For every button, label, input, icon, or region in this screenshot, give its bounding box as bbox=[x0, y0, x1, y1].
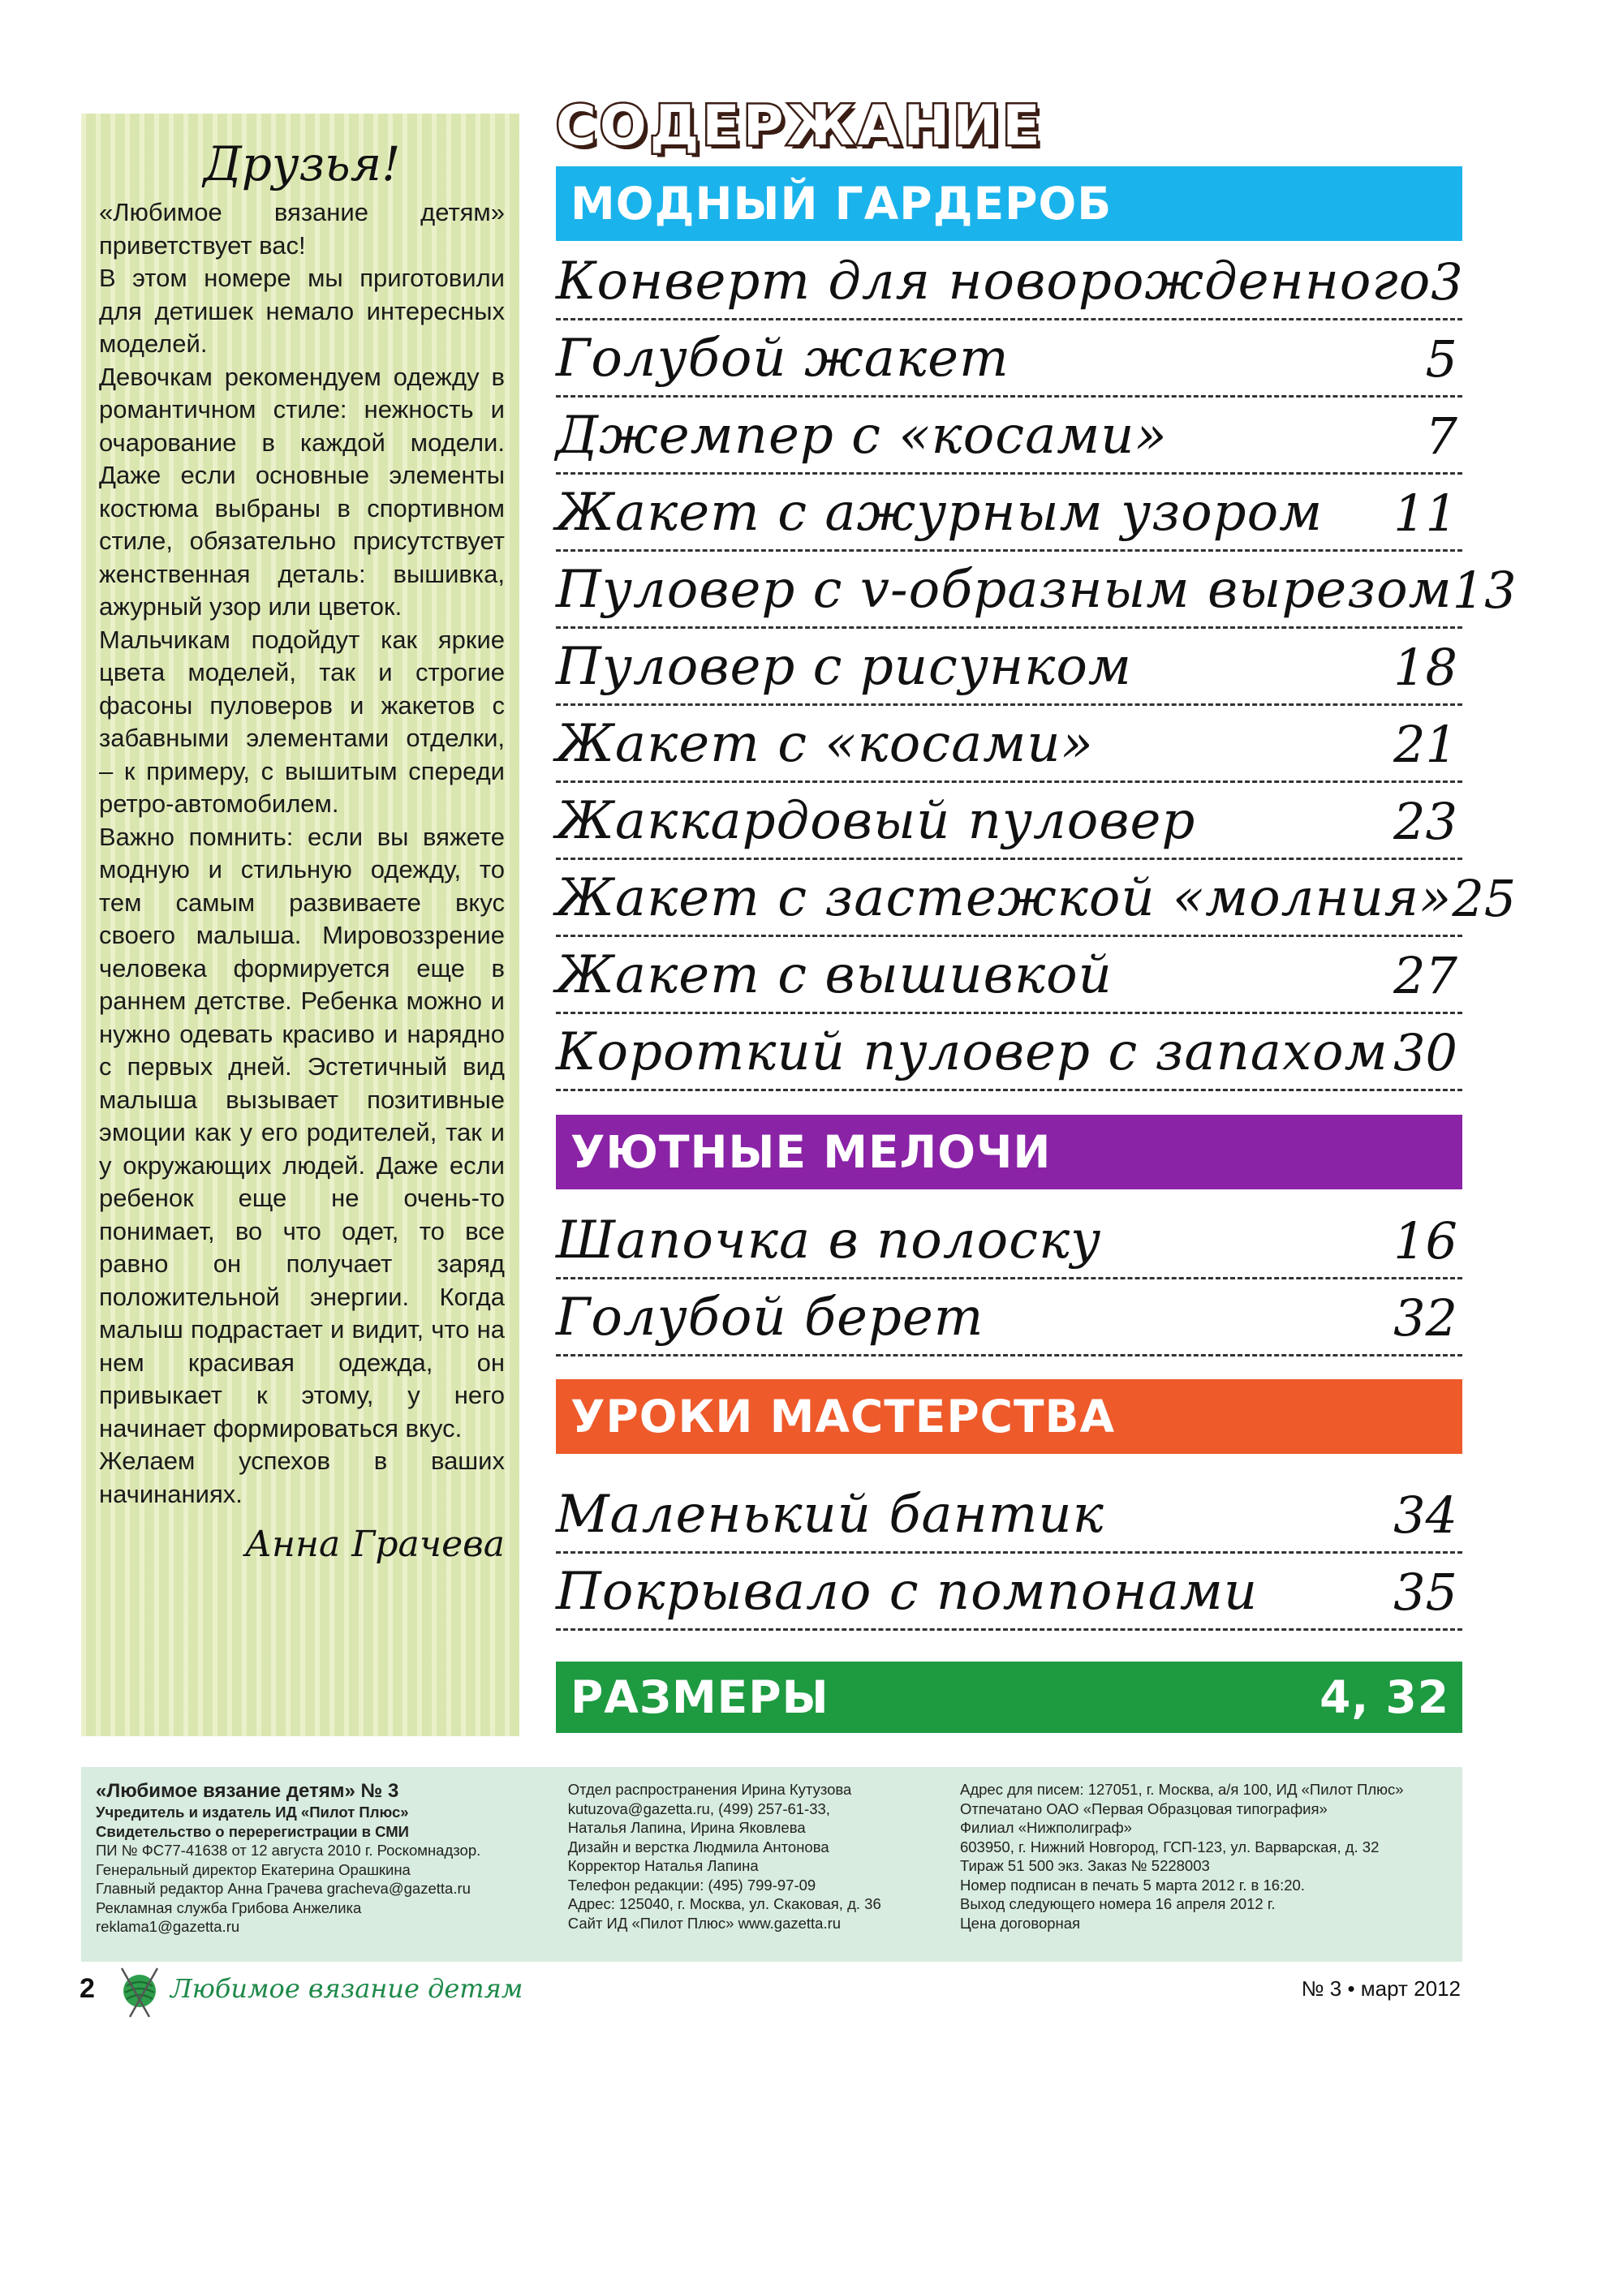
toc-row[interactable] bbox=[556, 937, 1462, 1014]
editor-greeting: Друзья! bbox=[203, 136, 401, 191]
editor-paragraph: Мальчикам подойдут как яркие цвета моделей, так и строгие фасоны пуловеров и жакетов с забавными элементами отделки, – к примеру, с вышитым спереди ретро-автомобилем. bbox=[99, 625, 505, 818]
sizes-pages: 4, 32 bbox=[1319, 1671, 1449, 1723]
toc-row[interactable] bbox=[556, 783, 1462, 860]
section-heading-sizes[interactable] bbox=[556, 1662, 1462, 1733]
toc-row[interactable] bbox=[556, 475, 1462, 552]
imprint-line: Рекламная служба Грибова Анжелика bbox=[96, 1898, 362, 1916]
toc-item-name: Жакет с застежкой «молния» bbox=[556, 868, 1453, 928]
imprint-line: Адрес для писем: 127051, г. Москва, а/я 100, ИД «Пилот Плюс» bbox=[959, 1781, 1404, 1798]
toc-item-name: Жакет с «косами» bbox=[556, 714, 1094, 774]
toc-item-page: 25 bbox=[1452, 869, 1517, 928]
imprint-line: kutuzova@gazetta.ru, (499) 257-61-33, bbox=[567, 1799, 830, 1817]
editor-letter bbox=[81, 114, 519, 1736]
imprint-line: Учредитель и издатель ИД «Пилот Плюс» bbox=[96, 1804, 409, 1821]
toc-row[interactable] bbox=[556, 1202, 1462, 1279]
imprint-line: Дизайн и верстка Людмила Антонова bbox=[567, 1838, 829, 1855]
toc-item-page: 23 bbox=[1393, 792, 1457, 851]
toc-row[interactable] bbox=[556, 1554, 1462, 1631]
section-heading-fashion: МОДНЫЙ ГАРДЕРОБ bbox=[556, 166, 1462, 241]
toc-item-name: Жакет с вышивкой bbox=[556, 945, 1113, 1005]
imprint-line: Отпечатано ОАО «Первая Образцовая типография» bbox=[959, 1799, 1328, 1817]
toc-list-fashion bbox=[556, 243, 1517, 1091]
imprint-box bbox=[81, 1767, 1462, 1962]
imprint-line: Выход следующего номера 16 апреля 2012 г. bbox=[959, 1895, 1276, 1912]
toc-item-page: 32 bbox=[1393, 1288, 1457, 1348]
yarn-ball-icon bbox=[114, 1963, 166, 2020]
toc-row[interactable] bbox=[556, 1477, 1462, 1554]
imprint-line: Корректор Наталья Лапина bbox=[567, 1857, 759, 1874]
imprint-line: reklama1@gazetta.ru bbox=[96, 1918, 240, 1935]
imprint-line: Телефон редакции: (495) 799-97-09 bbox=[567, 1876, 816, 1894]
toc-item-name: Пуловер с v-образным вырезом bbox=[556, 560, 1453, 620]
imprint-line: Адрес: 125040, г. Москва, ул. Скаковая, д. 36 bbox=[567, 1895, 881, 1912]
toc-item-name: Короткий пуловер с запахом bbox=[556, 1022, 1388, 1082]
toc-item-page: 18 bbox=[1393, 638, 1457, 697]
sizes-label: РАЗМЕРЫ bbox=[570, 1671, 829, 1723]
toc-row[interactable] bbox=[556, 860, 1517, 937]
imprint-line: Главный редактор Анна Грачева gracheva@gazetta.ru bbox=[96, 1880, 471, 1897]
toc-row[interactable] bbox=[556, 629, 1462, 706]
toc-item-page: 35 bbox=[1393, 1563, 1457, 1622]
toc-row[interactable] bbox=[556, 243, 1462, 320]
imprint-line: Филиал «Нижполиграф» bbox=[959, 1819, 1132, 1836]
toc-item-name: Жаккардовый пуловер bbox=[556, 791, 1196, 851]
imprint-column-print bbox=[960, 1780, 1448, 1949]
imprint-line: Свидетельство о перерегистрации в СМИ bbox=[96, 1822, 409, 1840]
toc-item-name: Жакет с ажурным узором bbox=[556, 483, 1324, 543]
editor-paragraph: Важно помнить: если вы вяжете модную и стильную одежду, то тем самым развиваете вкус своего малыша. Мировоззрение человека формируется еще в раннем детстве. Ребенка можно и нужно одевать красиво и нарядно с первых дней. Эстетичный вид малыша вызывает позитивные эмоции как у его родителей, так и у окружающих людей. Даже если ребенок еще не очень-то понимает, во что одет, то все равно он получает заряд положительной энергии. Когда малыш подрастает и видит, что на нем красивая одежда, он привыкает к этому, у него начинает формироваться вкус. bbox=[99, 822, 505, 1443]
imprint-line: Цена договорная bbox=[959, 1914, 1081, 1932]
editor-paragraph: Желаем успехов в ваших начинаниях. bbox=[99, 1447, 505, 1508]
toc-item-page: 16 bbox=[1393, 1211, 1457, 1271]
toc-row[interactable] bbox=[556, 552, 1517, 629]
section-heading-cozy: УЮТНЫЕ МЕЛОЧИ bbox=[556, 1115, 1462, 1189]
section-heading-lessons: УРОКИ МАСТЕРСТВА bbox=[556, 1379, 1462, 1454]
toc-row[interactable] bbox=[556, 706, 1462, 783]
toc-row[interactable] bbox=[556, 1014, 1462, 1091]
issue-info: № 3 • март 2012 bbox=[1301, 1976, 1461, 2001]
toc-item-name: Голубой берет bbox=[556, 1288, 984, 1348]
toc-item-page: 3 bbox=[1431, 252, 1463, 312]
toc-item-page: 27 bbox=[1393, 946, 1457, 1005]
toc-item-name: Голубой жакет bbox=[556, 329, 1010, 389]
toc-item-page: 5 bbox=[1425, 329, 1457, 389]
toc-row[interactable] bbox=[556, 320, 1462, 398]
toc-title: СОДЕРЖАНИЕ bbox=[556, 94, 1044, 158]
toc-item-name: Покрывало с помпонами bbox=[556, 1562, 1259, 1622]
toc-item-name: Конверт для новорожденного bbox=[556, 252, 1431, 312]
page-number: 2 bbox=[80, 1973, 95, 2004]
toc-item-page: 21 bbox=[1393, 715, 1457, 774]
imprint-line: «Любимое вязание детям» № 3 bbox=[96, 1780, 399, 1802]
toc-item-name: Маленький бантик bbox=[556, 1485, 1104, 1545]
toc-item-name: Джемпер с «косами» bbox=[556, 406, 1168, 466]
toc-item-page: 11 bbox=[1393, 484, 1457, 543]
editor-signature: Анна Грачева bbox=[244, 1524, 505, 1565]
imprint-line: ПИ № ФС77-41638 от 12 августа 2010 г. Роскомнадзор. bbox=[96, 1842, 481, 1859]
imprint-column-publisher bbox=[96, 1780, 544, 1949]
toc-row[interactable] bbox=[556, 1279, 1462, 1357]
toc-list-lessons bbox=[556, 1477, 1462, 1631]
imprint-line: Номер подписан в печать 5 марта 2012 г. в 16:20. bbox=[959, 1876, 1305, 1894]
toc-item-page: 13 bbox=[1452, 561, 1517, 620]
imprint-line: Наталья Лапина, Ирина Яковлева bbox=[567, 1819, 806, 1836]
imprint-line: 603950, г. Нижний Новгород, ГСП-123, ул. Варварская, д. 32 bbox=[959, 1838, 1380, 1855]
imprint-line: Сайт ИД «Пилот Плюс» www.gazetta.ru bbox=[567, 1914, 842, 1932]
toc-list-cozy bbox=[556, 1202, 1462, 1357]
imprint-line: Отдел распространения Ирина Кутузова bbox=[567, 1781, 852, 1798]
toc-item-name: Пуловер с рисунком bbox=[556, 637, 1132, 697]
magazine-name: Любимое вязание детям bbox=[170, 1973, 523, 2004]
imprint-line: Тираж 51 500 экз. Заказ № 5228003 bbox=[959, 1857, 1210, 1874]
imprint-column-staff bbox=[568, 1780, 936, 1949]
toc-row[interactable] bbox=[556, 398, 1462, 475]
imprint-line: Генеральный директор Екатерина Орашкина bbox=[96, 1860, 411, 1878]
editor-paragraph: Девочкам рекомендуем одежду в романтичном стиле: нежность и очарование в каждой модели. Даже если основные элементы костюма выбраны в спортивном стиле, обязательно присутствует женственная деталь: вышивка, ажурный узор или цветок. bbox=[99, 362, 505, 621]
toc-item-page: 7 bbox=[1425, 406, 1457, 466]
toc-item-page: 30 bbox=[1393, 1023, 1457, 1082]
editor-paragraph: «Любимое вязание детям» приветствует вас! bbox=[99, 198, 505, 260]
toc-item-name: Шапочка в полоску bbox=[556, 1210, 1102, 1271]
editor-paragraph: В этом номере мы приготовили для детишек немало интересных моделей. bbox=[99, 264, 505, 358]
toc-item-page: 34 bbox=[1393, 1486, 1457, 1545]
